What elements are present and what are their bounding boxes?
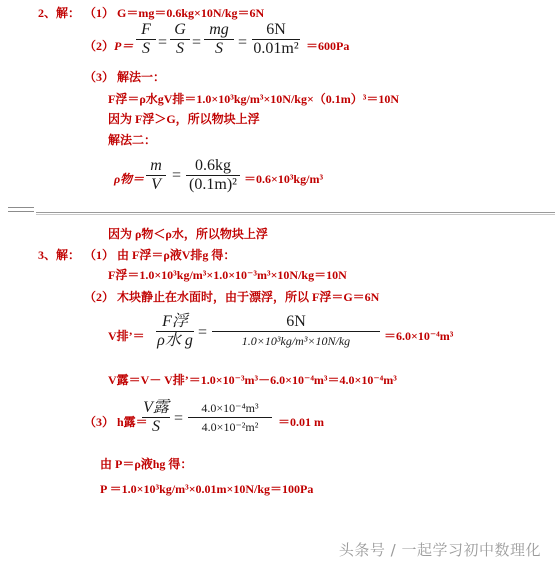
q2-density-result: ＝0.6×10³kg/m³ [244,172,324,186]
q3-part1-line1: （1） 由 F浮＝ρ液V排g 得： [84,248,236,262]
q2-pressure-symbol: P＝ [114,39,134,53]
q3-part4-line1: 由 P＝ρ液hg 得： [100,457,193,471]
equals: = [192,34,202,51]
watermark: 头条号 / 一起学习初中数理化 [338,541,541,559]
q2-part3-label-2: 解法二： [108,133,157,147]
q2-part1: （1） G＝mg＝0.6kg×10N/kg＝6N [84,6,265,20]
q3-part3-label: （3） h露＝ [84,415,148,429]
q3-number: 3、解： [38,248,81,262]
q3-height-result: ＝0.01 m [278,415,324,429]
fraction-G-over-S: G S [170,22,190,57]
q3-exposed-volume: V露＝V－ V排’＝1.0×10⁻³m³－6.0×10⁻⁴m³＝4.0×10⁻⁴m³ [108,373,397,387]
q2-conclusion-1: 因为 F浮＞G，所以物块上浮 [108,112,260,126]
page-break-marker [8,207,34,217]
fraction-6N-over-area: 6N 0.01m² [253,21,299,57]
q3-part4-line2: P ＝1.0×10³kg/m³×0.01m×10N/kg＝100Pa [100,482,314,496]
fraction-mg-over-S: mg S [204,22,234,57]
q2-part2-label: （2） [84,39,115,53]
q3-displaced-volume-result: ＝6.0×10⁻⁴m³ [384,329,454,343]
fraction-volume-over-area: 4.0×10⁻⁴m³ 4.0×10⁻²m² [188,400,272,435]
fraction-F-over-S: F S [136,22,156,57]
q2-part3-label: （3） 解法一： [84,70,166,84]
fraction-6N-over-rho-g-values: 6N 1.0×10³kg/m³×10N/kg [212,314,380,349]
fraction-mass-over-volume: 0.6kg (0.1m)² [186,158,240,193]
q2-number: 2、解： [38,6,81,20]
equals: = [172,167,182,184]
equals: = [198,324,208,341]
equals: = [158,34,168,51]
fraction-m-over-V: m V [146,158,166,193]
q2-density-symbol: ρ物＝ [114,172,145,186]
q2-part2-result: ＝600Pa [306,39,350,53]
q3-part1-line2: F浮＝1.0×10³kg/m³×1.0×10⁻³m³×10N/kg＝10N [108,268,347,282]
q3-part2-line1: （2） 木块静止在水面时，由于漂浮，所以 F浮＝G＝6N [84,290,380,304]
q2-conclusion-2: 因为 ρ物＜ρ水，所以物块上浮 [108,227,268,241]
fraction-V-over-S: V露 S [143,399,169,435]
page-separator-shadow [36,214,555,215]
equals: = [238,34,248,51]
equals: = [174,410,184,427]
q2-buoyancy-calc: F浮＝ρ水gV排＝1.0×10³kg/m³×10N/kg×（0.1m）³＝10N [108,92,400,106]
q3-displaced-volume-symbol: V排’＝ [108,329,145,343]
fraction-F-over-rho-g: F浮 ρ水 g [157,313,193,349]
page-separator [36,212,555,213]
